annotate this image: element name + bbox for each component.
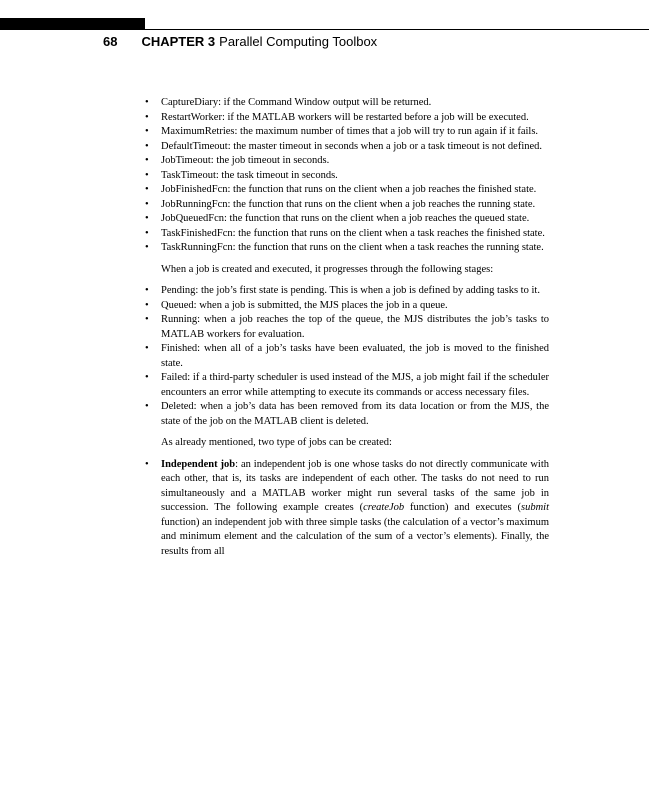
stages-list <box>145 284 549 429</box>
list-item: • JobRunningFcn: the function that runs on the client when a job reaches the running state. <box>145 198 549 213</box>
list-item: • JobFinishedFcn: the function that runs on the client when a job reaches the finished state. <box>145 183 549 198</box>
header-rule <box>145 29 649 30</box>
createjob-function: createJob <box>363 502 405 513</box>
stages-intro: When a job is created and executed, it progresses through the following stages: <box>161 263 494 275</box>
list-item: • Running: when a job reaches the top of the queue, the MJS distributes the job’s tasks to MATLAB workers for evaluation. <box>145 313 549 342</box>
chapter-title: Parallel Computing Toolbox <box>219 34 378 49</box>
independent-job-term: Independent job <box>161 458 236 470</box>
list-item: • Deleted: when a job’s data has been removed from its data location or from the MJS, the state of the job on the MATLAB client is deleted. <box>145 400 549 429</box>
list-item: • Failed: if a third-party scheduler is used instead of the MJS, a job might fail if the scheduler encounters an error while attempting to execute its commands or access necessary files. <box>145 371 549 400</box>
list-item: • Pending: the job’s first state is pending. This is when a job is defined by adding tasks to it. <box>145 284 549 299</box>
job-types-list <box>145 458 549 560</box>
running-head <box>103 34 377 49</box>
list-item: • DefaultTimeout: the master timeout in seconds when a job or a task timeout is not defined. <box>145 140 549 155</box>
list-item: • JobQueuedFcn: the function that runs on the client when a job reaches the queued state. <box>145 212 549 227</box>
list-item: • JobTimeout: the job timeout in seconds. <box>145 154 549 169</box>
page-body <box>145 96 549 559</box>
job-types-intro: As already mentioned, two type of jobs can be created: <box>161 437 392 448</box>
list-item: • MaximumRetries: the maximum number of times that a job will try to run again if it fails. <box>145 125 549 140</box>
properties-list <box>145 96 549 256</box>
independent-job-text-2: function) and executes ( <box>404 502 521 513</box>
list-item: • TaskRunningFcn: the function that runs on the client when a task reaches the running state. <box>145 241 549 256</box>
submit-function: submit <box>521 502 550 513</box>
page-number: 68 <box>103 34 118 49</box>
independent-job-text-1: : an independent job is one whose tasks do not directly communicate with each other, that is, its tasks are independent of each other. The tasks do not need to run simultaneously and a MATLAB worker might run several tasks of the same job in succession. The following example creates ( <box>161 458 549 513</box>
list-item-independent-job <box>145 458 549 560</box>
list-item: • TaskFinishedFcn: the function that runs on the client when a task reaches the finished state. <box>145 227 549 242</box>
list-item: • RestartWorker: if the MATLAB workers will be restarted before a job will be executed. <box>145 111 549 126</box>
chapter-label: CHAPTER 3 <box>141 34 216 49</box>
list-item: • TaskTimeout: the task timeout in seconds. <box>145 169 549 184</box>
independent-job-text-3: function) an independent job with three simple tasks (the calculation of a vector’s maximum and minimum element and the calculation of the sum of a vector’s elements). Finally, the results from all <box>161 516 549 557</box>
list-item: • CaptureDiary: if the Command Window output will be returned. <box>145 96 549 111</box>
header-bar <box>0 18 145 30</box>
list-item: • Finished: when all of a job’s tasks have been evaluated, the job is moved to the finished state. <box>145 342 549 371</box>
list-item: • Queued: when a job is submitted, the MJS places the job in a queue. <box>145 299 549 314</box>
